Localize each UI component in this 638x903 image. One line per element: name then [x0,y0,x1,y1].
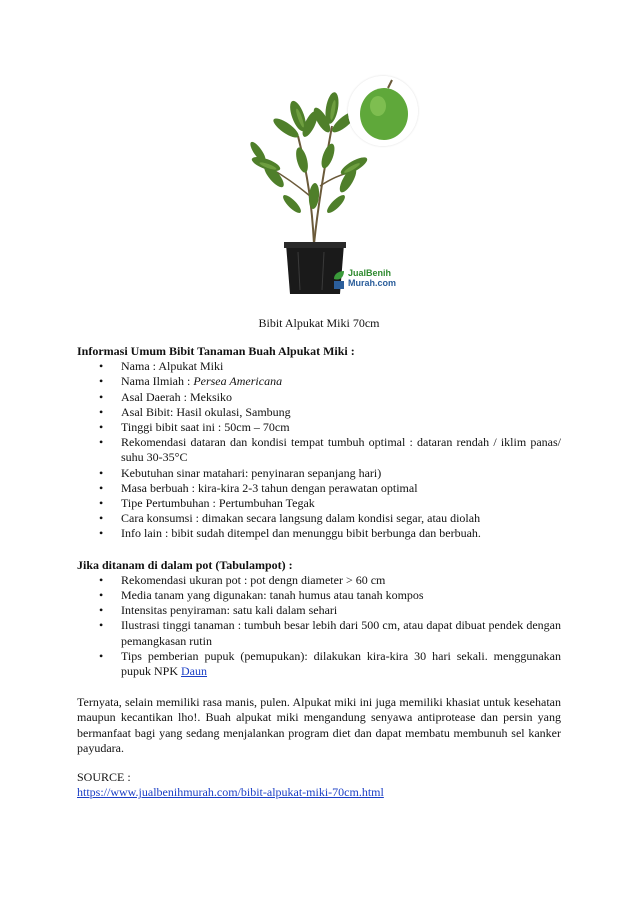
bullet-icon: • [99,465,104,480]
bullet-icon: • [99,526,104,541]
source-label: SOURCE : [77,770,131,785]
list-item: • Asal Bibit: Hasil okulasi, Sambung [99,404,291,419]
section2-list [77,573,561,679]
bullet-icon: • [99,374,104,389]
list-item: • Tips pemberian pupuk (pemupukan): dilakukan kira-kira 30 hari sekali. menggunakan pupuk NPK Daun [99,648,561,679]
bullet-icon: • [99,618,104,633]
source-url-link[interactable]: https://www.jualbenihmurah.com/bibit-alpukat-miki-70cm.html [77,785,384,800]
list-item: • Intensitas penyiraman: satu kali dalam sehari [99,603,338,618]
logo-mark-icon [332,269,346,291]
list-item: • Rekomendasi dataran dan kondisi tempat tumbuh optimal : dataran rendah / iklim panas/ suhu 30-35°C [99,435,561,465]
body-paragraph: Ternyata, selain memiliki rasa manis, pulen. Alpukat miki ini juga memiliki khasiat untuk kesehatan maupun kecantikan lho!. Buah alpukat miki mengandung senyawa antiprotease dan persin yang bermanfaat bagi yang sedang menjalankan program diet dan dapat membatu membunuh sel kanker payudara. [77,695,561,755]
avocado-fruit-icon [348,76,418,146]
section1-list [77,359,561,541]
image-caption: Bibit Alpukat Miki 70cm [258,316,380,330]
avocado-fruit-inset [348,76,418,146]
bullet-icon: • [99,496,104,511]
bullet-icon: • [99,572,104,587]
bullet-icon: • [99,588,104,603]
list-item: • Ilustrasi tinggi tanaman : tumbuh besar lebih dari 500 cm, atau dapat dibuat pendek dengan pemangkasan rutin [99,618,561,648]
list-item: • Media tanam yang digunakan: tanah humus atau tanah kompos [99,588,424,603]
product-image [228,76,424,302]
section2-heading: Jika ditanam di dalam pot (Tabulampot) : [77,557,293,572]
list-item: • Nama : Alpukat Miki [99,359,224,374]
jualbenihmurah-logo [332,266,412,294]
daun-link[interactable]: Daun [181,664,208,679]
bullet-icon: • [99,648,104,663]
bullet-icon: • [99,420,104,435]
document-body [77,344,561,800]
bullet-icon: • [99,435,104,450]
logo-text-line1: JualBenih [348,268,392,278]
bullet-icon: • [99,404,104,419]
section1-heading: Informasi Umum Bibit Tanaman Buah Alpukat Miki : [77,344,355,358]
logo-text-line2: Murah.com [348,278,397,288]
list-item: • Asal Daerah : Meksiko [99,389,232,404]
list-item: • Nama Ilmiah : Persea Americana [99,374,283,389]
bullet-icon: • [99,359,104,374]
bullet-icon: • [99,480,104,495]
bullet-icon: • [99,511,104,526]
list-item: • Masa berbuah : kira-kira 2-3 tahun dengan perawatan optimal [99,480,418,495]
bullet-icon: • [99,603,104,618]
list-item: • Tipe Pertumbuhan : Pertumbuhan Tegak [99,496,315,511]
bullet-icon: • [99,389,104,404]
list-item: • Tinggi bibit saat ini : 50cm – 70cm [99,420,290,435]
scientific-name: Persea Americana [193,374,283,389]
list-item: • Cara konsumsi : dimakan secara langsung dalam kondisi segar, atau diolah [99,511,481,526]
list-item: • Rekomendasi ukuran pot : pot dengn diameter > 60 cm [99,572,386,587]
list-item: • Info lain : bibit sudah ditempel dan menunggu bibit berbunga dan berbuah. [99,526,481,541]
list-item: • Kebutuhan sinar matahari: penyinaran sepanjang hari) [99,465,382,480]
